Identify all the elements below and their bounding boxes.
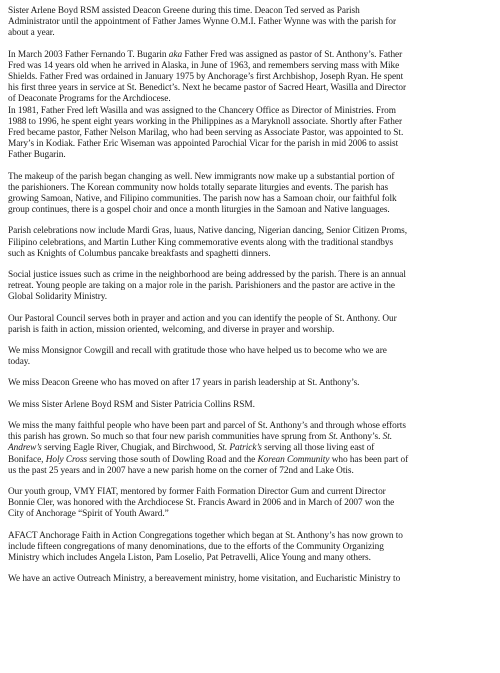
paragraph <box>8 6 496 40</box>
italic-text: St. <box>382 432 393 443</box>
paragraph <box>8 421 496 477</box>
text-line: Andrew’s serving Eagle River, Chugiak, and Birchwood, St. Patrick’s serving all those living east of <box>8 443 375 454</box>
text-line: Parish celebrations now include Mardi Gras, luaus, Native dancing, Nigerian dancing, Senior Citizen Proms, <box>8 226 408 237</box>
text-line: In 1981, Father Fred left Wasilla and was assigned to the Chancery Office as Director of Ministries. From <box>8 105 396 116</box>
text-line: In March 2003 Father Fernando T. Bugarin aka Father Fred was assigned as pastor of St. Anthony’s. Father <box>8 49 403 60</box>
text-line: of Deaconate Programs for the Archdiocese. <box>8 94 171 105</box>
text-line: Bonnie Cler, was honored with the Archdiocese St. Francis Award in 2006 and in March of 2007 won the <box>8 498 395 509</box>
italic-text: aka <box>168 49 183 60</box>
text-line: Our youth group, VMY FIAT, mentored by former Faith Formation Director Gum and current Director <box>8 486 386 497</box>
text-line: today. <box>8 357 31 368</box>
text-line: The makeup of the parish began changing as well. New immigrants now make up a substantial portion of <box>8 171 395 182</box>
text-line: Filipino celebrations, and Martin Luther King commemorative events along with the traditional standbys <box>8 237 394 248</box>
text-line: parish is faith in action, mission oriented, welcoming, and diverse in prayer and worship. <box>8 324 335 335</box>
paragraph <box>8 270 496 304</box>
text-line: his first three years in service at St. Benedict’s. Next he became pastor of Sacred Heart, Wasilla and Director <box>8 83 407 94</box>
text-line: group continues, there is a gospel choir and once a month liturgies in the Samoan and Native languages. <box>8 205 390 216</box>
document-page <box>8 6 496 595</box>
italic-text: Andrew’s <box>8 443 42 454</box>
paragraph <box>8 50 496 162</box>
text-line: Shields. Father Fred was ordained in January 1975 by Anchorage’s first Archbishop, Joseph Ryan. He spent <box>8 72 404 83</box>
text-line: Social justice issues such as crime in the neighborhood are being addressed by the parish. There is an annual <box>8 270 406 281</box>
italic-text: Korean Community <box>257 454 330 465</box>
paragraph <box>8 531 496 565</box>
text-line: this parish has grown. So much so that four new parish communities have sprung from St. Anthony’s. St. <box>8 432 393 443</box>
paragraph <box>8 400 496 411</box>
text-line: We miss Sister Arlene Boyd RSM and Sister Patricia Collins RSM. <box>8 399 255 410</box>
text-line: the parishioners. The Korean community now holds totally separate liturgies and events. The parish has <box>8 182 389 193</box>
text-line: Father Bugarin. <box>8 150 66 161</box>
paragraph <box>8 378 496 389</box>
text-line: such as Knights of Columbus pancake breakfasts and spaghetti dinners. <box>8 248 271 259</box>
text-line: Fred was 14 years old when he arrived in Alaska, in June of 1963, and remembers serving mass with Mike <box>8 60 400 71</box>
paragraph <box>8 574 496 585</box>
text-line: Ministry which includes Angela Liston, Pam Loselio, Pat Petravelli, Alice Young and many others. <box>8 552 371 563</box>
text-line: retreat. Young people are taking on a major role in the parish. Parishioners and the pastor are active in the <box>8 281 395 292</box>
paragraph <box>8 226 496 260</box>
italic-text: Holy Cross <box>45 454 87 465</box>
text-line: Our Pastoral Council serves both in prayer and action and you can identify the people of St. Anthony. Our <box>8 313 397 324</box>
text-line: Fred became pastor, Father Nelson Marilag, who had been serving as Associate Pastor, was appointed to St. <box>8 128 404 139</box>
text-line: Global Solidarity Ministry. <box>8 292 108 303</box>
paragraph <box>8 487 496 521</box>
text-line: Mary’s in Kodiak. Father Eric Wiseman was appointed Parochial Vicar for the parish in mid 2006 to assist <box>8 139 399 150</box>
text-line: City of Anchorage “Spirit of Youth Award.” <box>8 509 169 520</box>
italic-text: St. Patrick’s <box>217 443 262 454</box>
text-line: We miss Monsignor Cowgill and recall with gratitude those who have helped us to become who we are <box>8 346 387 357</box>
text-line: We miss the many faithful people who have been part and parcel of St. Anthony’s and through whose efforts <box>8 420 406 431</box>
text-line: 1988 to 1996, he spent eight years working in the Philippines as a Maryknoll associate. Shortly after Father <box>8 116 403 127</box>
text-line: AFACT Anchorage Faith in Action Congregations together which began at St. Anthony’s has now grown to <box>8 530 403 541</box>
paragraph <box>8 346 496 368</box>
italic-text: St. <box>328 432 339 443</box>
text-line: include fifteen congregations of many denominations, due to the efforts of the Community Organizing <box>8 541 384 552</box>
text-line: Boniface, Holy Cross serving those south of Dowling Road and the Korean Community who has been part of <box>8 454 409 465</box>
text-line: Administrator until the appointment of Father James Wynne O.M.I. Father Wynne was with the parish for <box>8 17 397 28</box>
text-line: We have an active Outreach Ministry, a bereavement ministry, home visitation, and Eucharistic Ministry to <box>8 574 401 585</box>
text-line: growing Samoan, Native, and Filipino communities. The parish now has a Samoan choir, our faithful folk <box>8 194 397 205</box>
paragraph <box>8 172 496 217</box>
paragraph <box>8 314 496 336</box>
text-line: Sister Arlene Boyd RSM assisted Deacon Greene during this time. Deacon Ted served as Parish <box>8 6 360 16</box>
text-line: about a year. <box>8 28 55 39</box>
text-line: us the past 25 years and in 2007 have a new parish home on the corner of 72nd and Lake Otis. <box>8 465 354 476</box>
text-line: We miss Deacon Greene who has moved on after 17 years in parish leadership at St. Anthony’s. <box>8 378 360 389</box>
